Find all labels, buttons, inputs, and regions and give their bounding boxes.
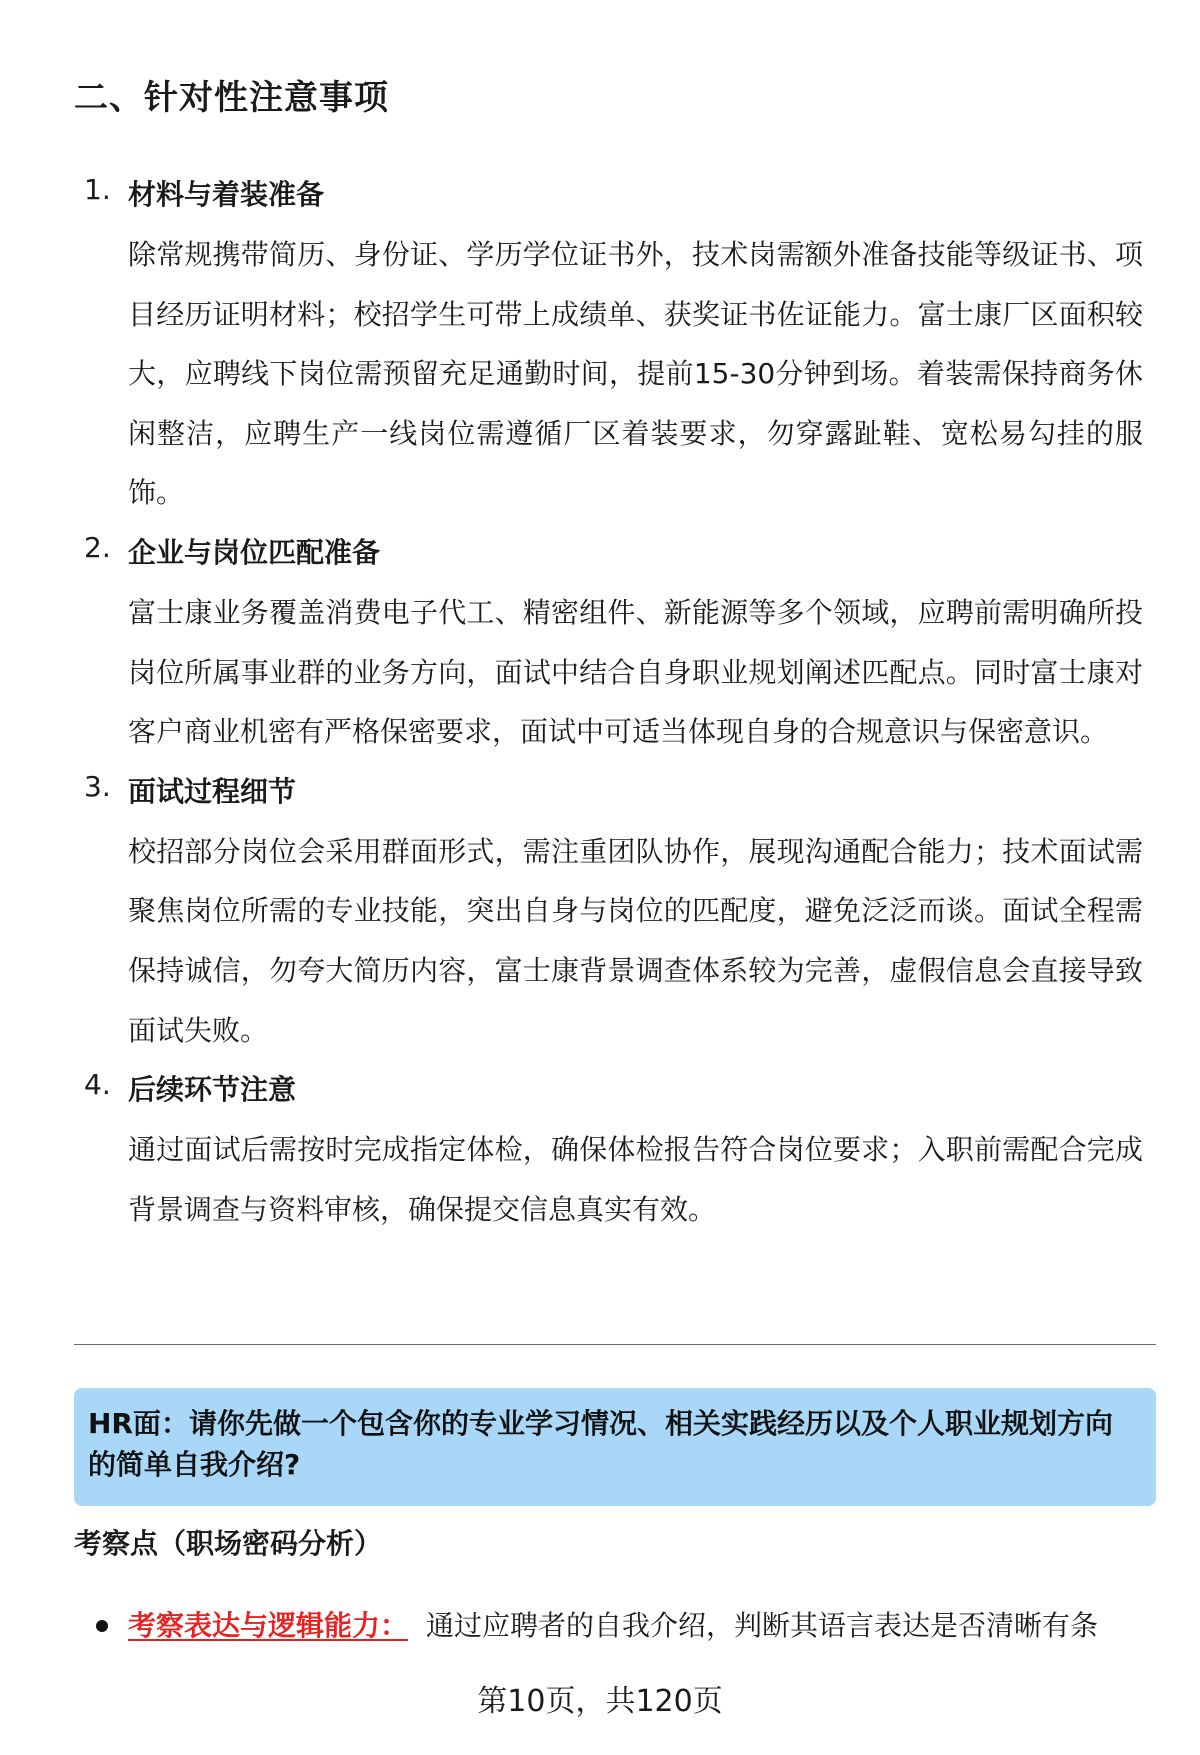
item-number: 2. (84, 530, 111, 564)
bullet-label: 考察表达与逻辑能力： (128, 1609, 409, 1642)
list-item (0, 523, 1200, 762)
item-body: 富士康业务覆盖消费电子代工、精密组件、新能源等多个领域，应聘前需明确所投岗位所属事业群的业务方向，面试中结合自身职业规划阐述匹配点。同时富士康对客户商业机密有严格保密要求，面试中可适当体现自身的合规意识与保密意识。 (128, 595, 1143, 749)
section-divider (74, 1344, 1156, 1345)
item-body: 除常规携带简历、身份证、学历学位证书外，技术岗需额外准备技能等级证书、项目经历证明材料；校招学生可带上成绩单、获奖证书佐证能力。富士康厂区面积较大，应聘线下岗位需预留充足通勤时间，提前15-30分钟到场。着装需保持商务休闲整洁，应聘生产一线岗位需遵循厂区着装要求，勿穿露趾鞋、宽松易勾挂的服饰。 (128, 238, 1143, 510)
item-title: 面试过程细节 (128, 774, 297, 808)
page-number: 第10页，共120页 (477, 1684, 723, 1719)
list-item (0, 165, 1200, 523)
question-box (74, 1388, 1156, 1506)
item-body: 校招部分岗位会采用群面形式，需注重团队协作，展现沟通配合能力；技术面试需聚焦岗位所需的专业技能，突出自身与岗位的匹配度，避免泛泛而谈。面试全程需保持诚信，勿夸大简历内容，富士康背景调查体系较为完善，虚假信息会直接导致面试失败。 (128, 834, 1143, 1047)
assessment-heading: 考察点（职场密码分析） (74, 1527, 383, 1560)
question-text: HR面：请你先做一个包含你的专业学习情况、相关实践经历以及个人职业规划方向的简单自我介绍? (88, 1407, 1113, 1481)
list-item (0, 1060, 1200, 1239)
bullet-item (96, 1604, 1156, 1652)
item-number: 3. (84, 769, 111, 803)
section-title: 二、针对性注意事项 (74, 78, 389, 118)
bullet-text: 通过应聘者的自我介绍，判断其语言表达是否清晰有条 (426, 1609, 1099, 1642)
item-body: 通过面试后需按时完成指定体检，确保体检报告符合岗位要求；入职前需配合完成背景调查与资料审核，确保提交信息真实有效。 (128, 1133, 1143, 1226)
list-item (0, 762, 1200, 1060)
item-title: 材料与着装准备 (128, 178, 325, 211)
item-number: 1. (84, 173, 111, 206)
bullet-dot-icon (96, 1620, 108, 1632)
notes-list (0, 165, 1200, 1239)
item-number: 4. (84, 1068, 111, 1102)
item-title: 企业与岗位匹配准备 (128, 535, 381, 569)
item-title: 后续环节注意 (128, 1073, 297, 1107)
